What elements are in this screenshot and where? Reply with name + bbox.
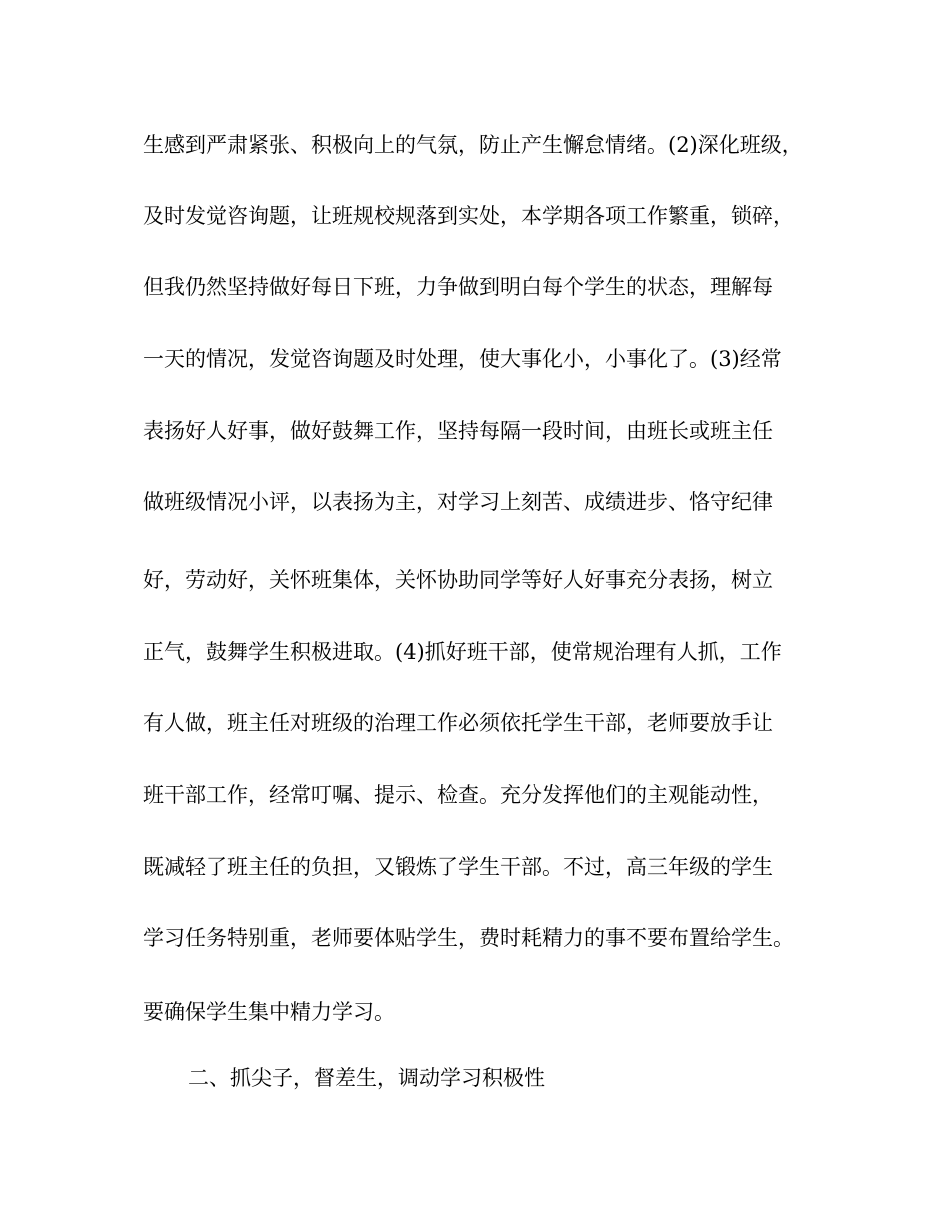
paragraph-line: 既减轻了班主任的负担，又锻炼了学生干部。不过，高三年级的学生 — [143, 855, 773, 879]
paragraph-line: 有人做，班主任对班级的治理工作必须依托学生干部，老师要放手让 — [143, 711, 773, 735]
paragraph-line: 生感到严肃紧张、积极向上的气氛，防止产生懈怠情绪。(2)深化班级， — [143, 133, 803, 157]
paragraph-line: 班干部工作，经常叮嘱、提示、检查。充分发挥他们的主观能动性， — [143, 783, 773, 807]
paragraph-line: 及时发觉咨询题，让班规校规落到实处，本学期各项工作繁重，锁碎， — [143, 204, 794, 228]
paragraph-line: 要确保学生集中精力学习。 — [143, 1000, 395, 1024]
section-heading: 二、抓尖子，督差生，调动学习积极性 — [188, 1066, 545, 1090]
paragraph-line: 好，劳动好，关怀班集体，关怀协助同学等好人好事充分表扬，树立 — [143, 568, 773, 592]
paragraph-line: 学习任务特别重，老师要体贴学生，费时耗精力的事不要布置给学生。 — [143, 926, 794, 950]
paragraph-line: 但我仍然坚持做好每日下班，力争做到明白每个学生的状态，理解每 — [143, 275, 773, 299]
paragraph-line: 一天的情况，发觉咨询题及时处理，使大事化小，小事化了。(3)经常 — [143, 347, 782, 371]
paragraph-line: 正气，鼓舞学生积极进取。(4)抓好班干部，使常规治理有人抓，工作 — [143, 640, 782, 664]
paragraph-line: 做班级情况小评，以表扬为主，对学习上刻苦、成绩进步、恪守纪律 — [143, 490, 773, 514]
paragraph-line: 表扬好人好事，做好鼓舞工作，坚持每隔一段时间，由班长或班主任 — [143, 419, 773, 443]
